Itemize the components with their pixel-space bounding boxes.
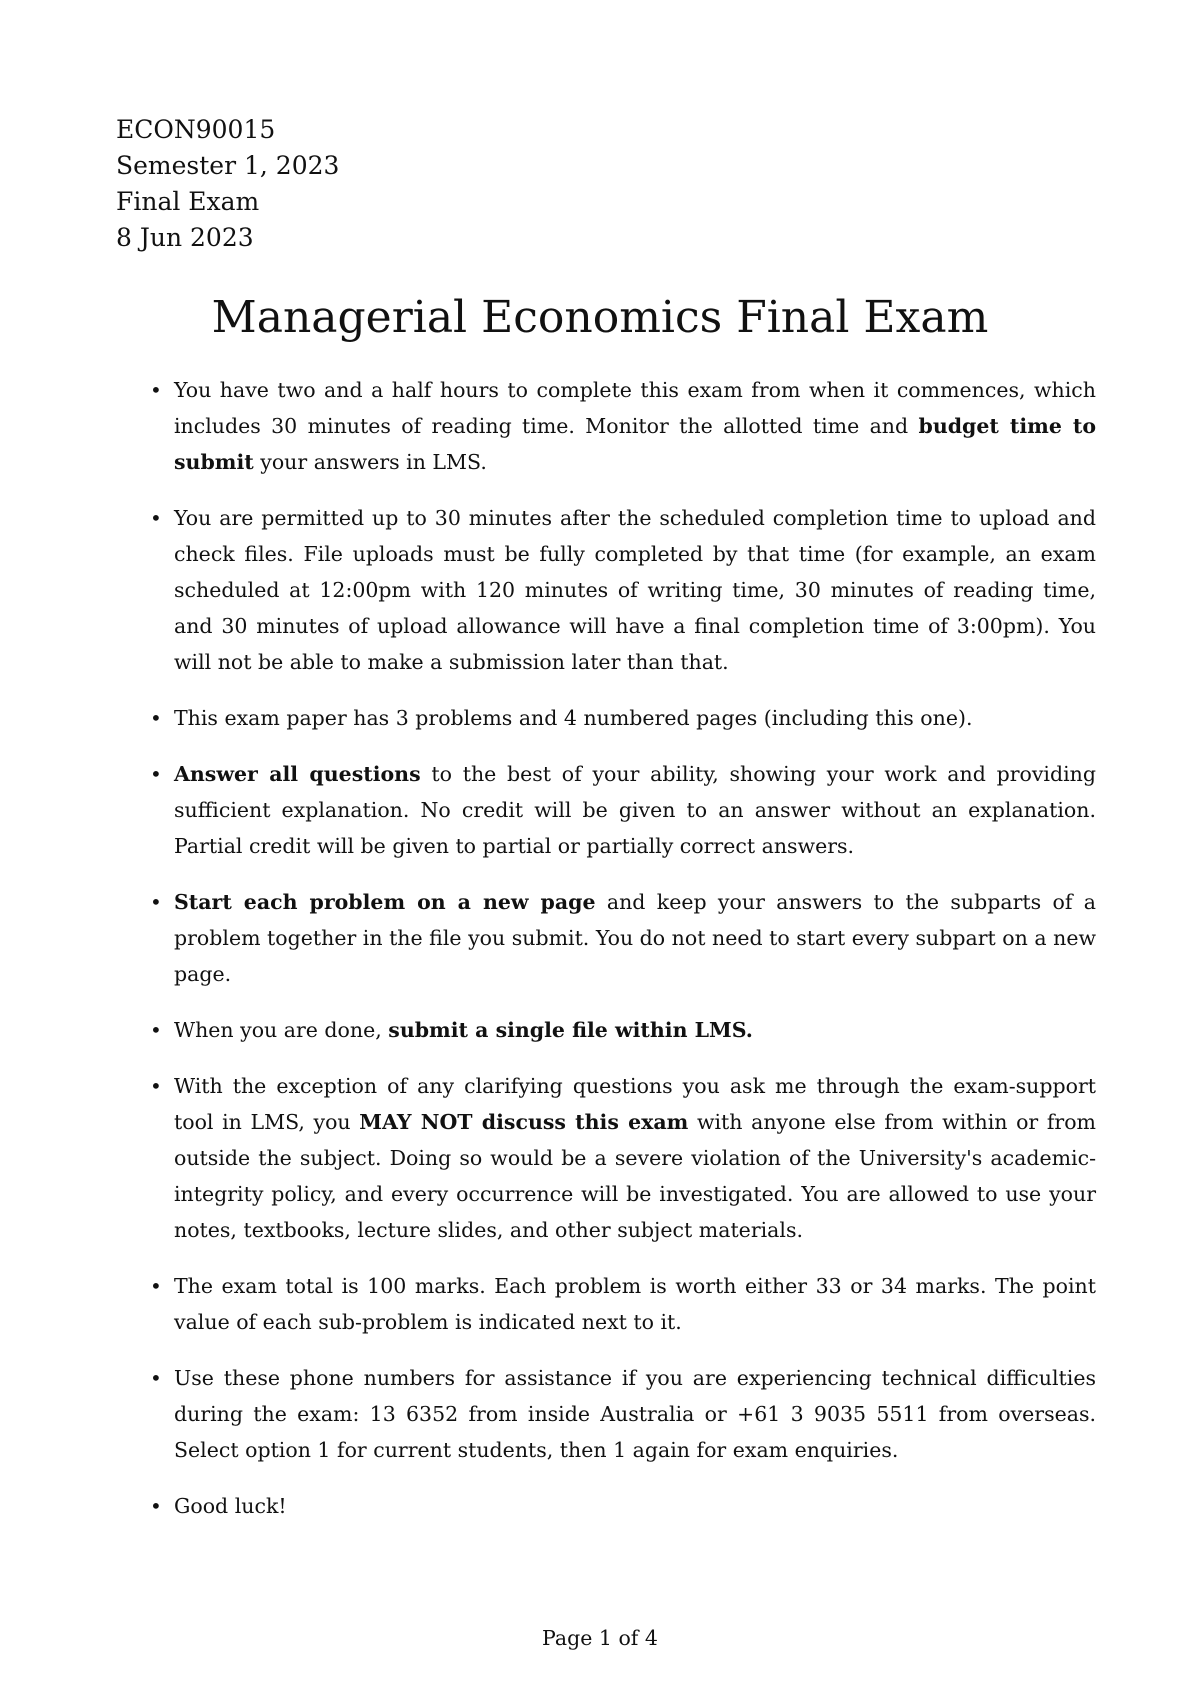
course-code: ECON90015 xyxy=(116,115,276,144)
bullet-icon: • xyxy=(150,890,162,914)
bullet-icon: • xyxy=(150,762,162,786)
instruction-text: You have two and a half hours to complete this exam from when it commences, which includes 30 minutes of reading time. Monitor the allotted time and xyxy=(174,378,1096,438)
bullet-icon: • xyxy=(150,1018,162,1042)
instruction-phone-assistance xyxy=(148,1360,1096,1468)
bullet-icon: • xyxy=(150,1494,162,1518)
bullet-icon: • xyxy=(150,378,162,402)
exam-date: 8 Jun 2023 xyxy=(116,223,254,252)
instruction-good-luck xyxy=(148,1488,1096,1524)
instruction-upload-time xyxy=(148,500,1096,680)
instruction-marks xyxy=(148,1268,1096,1340)
exam-type-label: Final Exam xyxy=(116,187,260,216)
bullet-icon: • xyxy=(150,706,162,730)
instruction-new-page xyxy=(148,884,1096,992)
instruction-emphasis: Answer all questions xyxy=(174,762,421,786)
instruction-text: Use these phone numbers for assistance if you are experiencing technical difficulties during the exam: 13 6352 from inside Australia or +61 3 9035 5511 from overseas. Select option 1 for current students, then 1 again for exam enquiries. xyxy=(174,1366,1096,1462)
instruction-text: When you are done, xyxy=(174,1018,389,1042)
instruction-text: to the best of your ability, showing your work and providing sufficient explanation. No credit will be given to an answer without an explanation. Partial credit will be given to partial or partially correct answers. xyxy=(174,762,1096,858)
instruction-text: Good luck! xyxy=(174,1494,287,1518)
exam-header xyxy=(116,112,339,256)
instruction-text: This exam paper has 3 problems and 4 numbered pages (including this one). xyxy=(174,706,973,730)
instruction-emphasis: MAY NOT discuss this exam xyxy=(359,1110,689,1134)
page-title: Managerial Economics Final Exam xyxy=(211,292,989,343)
bullet-icon: • xyxy=(150,1366,162,1390)
instruction-text: your answers in LMS. xyxy=(253,450,487,474)
bullet-icon: • xyxy=(150,1074,162,1098)
instruction-answer-all xyxy=(148,756,1096,864)
instruction-text: and keep your answers to the subparts of a problem together in the file you submit. You do not need to start every subpart on a new page. xyxy=(174,890,1096,986)
instruction-reading-time xyxy=(148,372,1096,480)
bullet-icon: • xyxy=(150,1274,162,1298)
bullet-icon: • xyxy=(150,506,162,530)
instruction-paper-pages xyxy=(148,700,1096,736)
instruction-text: The exam total is 100 marks. Each problem is worth either 33 or 34 marks. The point value of each sub-problem is indicated next to it. xyxy=(174,1274,1096,1334)
instructions-list xyxy=(148,372,1096,1544)
instruction-text: With the exception of any clarifying questions you ask me through the exam-support tool in LMS, you xyxy=(174,1074,1096,1134)
instruction-emphasis: Start each problem on a new page xyxy=(174,890,596,914)
page-number: Page 1 of 4 xyxy=(542,1626,658,1650)
instruction-text: You are permitted up to 30 minutes after the scheduled completion time to upload and check files. File uploads must be fully completed by that time (for example, an exam scheduled at 12:00pm with 120 minutes of writing time, 30 minutes of reading time, and 30 minutes of upload allowance will have a final completion time of 3:00pm). You will not be able to make a submission later than that. xyxy=(174,506,1096,674)
instruction-emphasis: budget time to submit xyxy=(174,414,1097,474)
instruction-emphasis: submit a single file within LMS. xyxy=(388,1018,753,1042)
instruction-academic-integrity xyxy=(148,1068,1096,1248)
instruction-text: with anyone else from within or from outside the subject. Doing so would be a severe violation of the University's academic-integrity policy, and every occurrence will be investigated. You are allowed to use your notes, textbooks, lecture slides, and other subject materials. xyxy=(174,1110,1096,1242)
instruction-submit-file xyxy=(148,1012,1096,1048)
semester-label: Semester 1, 2023 xyxy=(116,151,340,180)
